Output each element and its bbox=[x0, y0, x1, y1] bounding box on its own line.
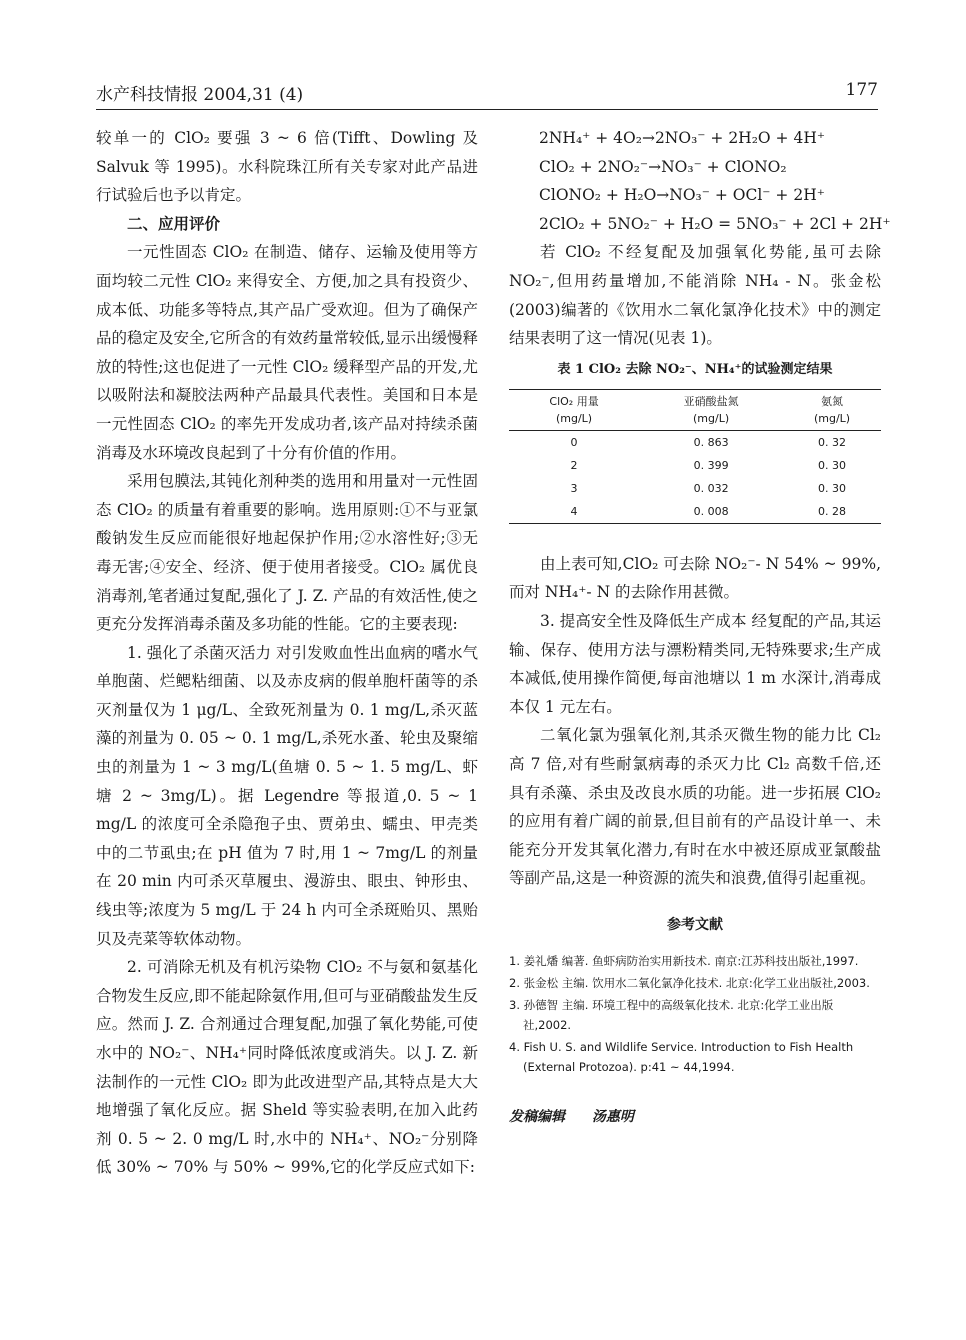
section-heading: 二、应用评价 bbox=[127, 213, 221, 233]
references-heading: 参考文献 bbox=[667, 916, 723, 933]
table-cell: 0. 30 bbox=[818, 458, 847, 472]
header-line: 亚硝酸盐氮 bbox=[683, 394, 739, 408]
table-row bbox=[509, 430, 881, 454]
table-cell: 0. 399 bbox=[693, 458, 729, 472]
data-table bbox=[509, 389, 881, 524]
table-cell: 0. 28 bbox=[818, 504, 847, 518]
paragraph: 3. 提高安全性及降低生产成本 经复配的产品,其运输、保存、使用方法与漂粉精类同,无特殊要求;生产成本减低,使用操作简便,每亩池塘以 1 m 水深计,消毒成本仅 1 元左右。 bbox=[509, 611, 881, 716]
table-header-row bbox=[509, 389, 881, 430]
table-row bbox=[509, 454, 881, 477]
table-cell: 0. 863 bbox=[693, 435, 729, 449]
table-cell: 0. 032 bbox=[693, 481, 729, 495]
equation: 2ClO₂ + 5NO₂⁻ + H₂O = 5NO₃⁻ + 2Cl + 2H⁺ bbox=[539, 214, 891, 233]
header-line: ClO₂ 用量 bbox=[549, 394, 599, 408]
reference-item: 2. 张金松 主编. 饮用水二氧化氯净化技术. 北京:化学工业出版社,2003. bbox=[509, 976, 870, 991]
spacer bbox=[509, 524, 881, 550]
table-cell: 3 bbox=[570, 481, 578, 495]
table-header-cell bbox=[783, 389, 881, 430]
header-line: 氨氮 bbox=[821, 394, 844, 408]
reference-item: 3. 孙德智 主编. 环境工程中的高级氧化技术. 北京:化学工业出版社,2002. bbox=[509, 998, 834, 1033]
journal-title: 水产科技情报 2004,31 (4) bbox=[96, 85, 304, 105]
references-list bbox=[509, 951, 881, 1077]
editor-name: 汤惠明 bbox=[591, 1109, 634, 1126]
paragraph: 采用包膜法,其钝化剂种类的选用和用量对一元性固态 ClO₂ 的质量有着重要的影响。选用原则:①不与亚氯酸钠发生反应而能很好地起保护作用;②水溶性好;③无毒无害;④安全、经济、便于使用者接受。ClO₂ 属优良消毒剂,笔者通过复配,强化了 J. Z. 产品的有效活性,使之更充分发挥消毒杀菌及多功能的性能。它的主要表现: bbox=[96, 472, 478, 634]
header-unit: (mg/L) bbox=[693, 411, 730, 425]
paragraph: 一元性固态 ClO₂ 在制造、储存、运输及使用等方面均较二元性 ClO₂ 来得安全、方便,加之具有投资少、成本低、功能多等特点,其产品广受欢迎。但为了确保产品的稳定及安全,它所含的有效药量常较低,显示出缓慢释放的特性;这也促进了一元性 ClO₂ 缓释型产品的开发,尤以吸附法和凝胶法两种产品最具代表性。美国和日本是一元性固态 ClO₂ 的率先开发成功者,该产品对持续杀菌消毒及水环境改良起到了十分有价值的作用。 bbox=[96, 243, 478, 462]
header-unit: (mg/L) bbox=[555, 411, 593, 425]
reference-item: 4. Fish U. S. and Wildlife Service. Introduction to Fish Health (External Protozoa). p:41 ~ 44,1994. bbox=[509, 1040, 854, 1075]
table-cell: 0. 32 bbox=[818, 435, 847, 449]
header-rule bbox=[96, 109, 878, 110]
right-column bbox=[509, 124, 891, 1132]
paragraph: 较单一的 ClO₂ 要强 3 ~ 6 倍(Tifft、Dowling 及 Salvuk 等 1995)。水科院珠江所有关专家对此产品进行试验后也予以肯定。 bbox=[96, 129, 478, 205]
paragraph: 由上表可知,ClO₂ 可去除 NO₂⁻- N 54% ~ 99%,而对 NH₄⁺- N 的去除作用甚微。 bbox=[509, 554, 881, 602]
table-cell: 2 bbox=[570, 458, 578, 472]
page-number: 177 bbox=[845, 80, 878, 100]
table-header-cell bbox=[509, 389, 639, 430]
table-cell: 0. 30 bbox=[818, 481, 847, 495]
equation: ClO₂ + 2NO₂⁻→NO₃⁻ + ClONO₂ bbox=[539, 157, 787, 176]
header-unit: (mg/L) bbox=[813, 411, 851, 425]
paragraph: 2. 可消除无机及有机污染物 ClO₂ 不与氨和氨基化合物发生反应,即不能起除氨作用,但可与亚硝酸盐发生反应。然而 J. Z. 合剂通过合理复配,加强了氧化势能,可使水中的 NO₂⁻、NH₄⁺同时降低浓度或消失。以 J. Z. 新法制作的一元性 ClO₂ 即为此改进型产品,其特点是大大地增强了氧化反应。据 Sheld 等实验表明,在加入此药剂 0. 5 ~ 2. 0 mg/L 时,水中的 NH₄⁺、NO₂⁻分别降低 30% ~ 70% 与 50% ~ 99%,它的化学反应式如下: bbox=[96, 958, 478, 1177]
table-cell: 4 bbox=[570, 504, 578, 518]
editor-credit bbox=[509, 1103, 881, 1132]
editor-label: 发稿编辑 bbox=[509, 1109, 565, 1126]
equation: ClONO₂ + H₂O→NO₃⁻ + OCl⁻ + 2H⁺ bbox=[539, 186, 825, 205]
paragraph: 若 ClO₂ 不经复配及加强氧化势能,虽可去除 NO₂⁻,但用药量增加,不能消除 NH₄ - N。张金松(2003)编著的《饮用水二氧化氯净化技术》中的测定结果表明了这一情况(见表 1)。 bbox=[509, 243, 881, 348]
paragraph: 二氧化氯为强氧化剂,其杀灭微生物的能力比 Cl₂ 高 7 倍,对有些耐氯病毒的杀灭力比 Cl₂ 高数千倍,还具有杀藻、杀虫及改良水质的功能。进一步拓展 ClO₂ 的应用有着广阔的前景,但目前有的产品设计单一、未能充分开发其氧化潜力,有时在水中被还原成亚氯酸盐等副产品,这是一种资源的流失和浪费,值得引起重视。 bbox=[509, 726, 881, 888]
running-header bbox=[96, 80, 878, 108]
table-header-cell bbox=[639, 389, 783, 430]
reference-item: 1. 姜礼燔 编著. 鱼虾病防治实用新技术. 南京:江苏科技出版社,1997. bbox=[509, 954, 859, 969]
table-row bbox=[509, 500, 881, 524]
table-cell: 0 bbox=[570, 435, 578, 449]
table-row bbox=[509, 477, 881, 500]
equation: 2NH₄⁺ + 4O₂→2NO₃⁻ + 2H₂O + 4H⁺ bbox=[539, 129, 826, 147]
table-cell: 0. 008 bbox=[693, 504, 729, 518]
left-column bbox=[96, 124, 478, 1182]
table-caption: 表 1 ClO₂ 去除 NO₂⁻、NH₄⁺的试验测定结果 bbox=[557, 361, 833, 377]
paragraph: 1. 强化了杀菌灭活力 对引发败血性出血病的嗜水气单胞菌、烂鳃粘细菌、以及赤皮病的假单胞杆菌等的杀灭剂量仅为 1 μg/L、全致死剂量为 0. 1 mg/L,杀灭蓝藻的剂量为 0. 05 ~ 0. 1 mg/L,杀死水蚤、轮虫及聚缩虫的剂量为 1 ~ 3 mg/L(鱼塘 0. 5 ~ 1. 5 mg/L、虾塘 2 ~ 3mg/L)。据 Legendre 等报道,0. 5 ~ 1 mg/L 的浓度可全杀隐孢子虫、贾弟虫、蠕虫、甲壳类中的二节虱虫;在 pH 值为 7 时,用 1 ~ 7mg/L 的剂量在 20 min 内可杀灭草履虫、漫游虫、眼虫、钟形虫、线虫等;浓度为 5 mg/L 于 24 h 内可全杀斑贻贝、黑贻贝及壳菜等软体动物。 bbox=[96, 643, 478, 948]
